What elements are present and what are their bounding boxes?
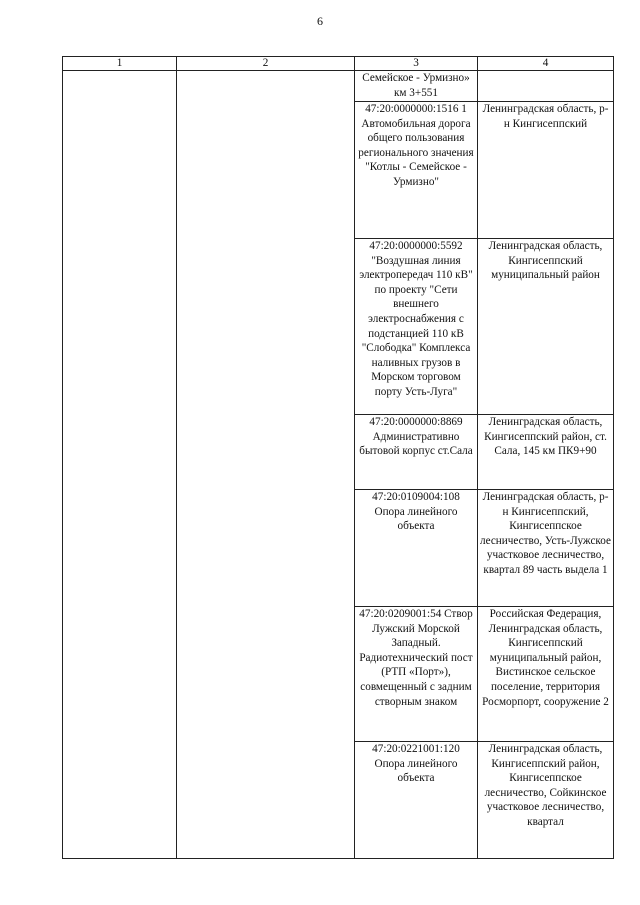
address-text: Ленинградская область, Кингисеппский муниципальный район [488, 240, 603, 282]
object-text: 47:20:0221001:120 Опора линейного объекта [372, 743, 460, 785]
address-cell [478, 239, 614, 415]
object-cell [355, 239, 478, 415]
object-cell [355, 415, 478, 490]
address-cell [478, 71, 614, 102]
object-cell [355, 607, 478, 742]
column-header-1: 1 [63, 57, 177, 71]
object-cell [355, 742, 478, 859]
object-text: 47:20:0000000:5592 "Воздушная линия электропередач 110 кВ" по проекту "Сети внешнего электроснабжения с подстанцией 110 кВ "Слободка" Комплекса наливных грузов в Морском торговом порту Усть-Луга" [359, 240, 473, 398]
address-text: Ленинградская область, р-н Кингисеппский, Кингисеппское лесничество, Усть-Лужское участковое лесничество, квартал 89 часть выдела 1 [480, 491, 611, 576]
object-text: Семейское - Урмизно» км 3+551 [362, 72, 470, 99]
page-number: 6 [317, 14, 323, 28]
address-text: Ленинградская область, Кингисеппский район, ст. Сала, 145 км ПК9+90 [484, 416, 607, 458]
object-cell [355, 71, 478, 102]
table-header-row [63, 57, 614, 71]
object-cell [355, 102, 478, 239]
address-text: Ленинградская область, р-н Кингисеппский [482, 103, 609, 130]
object-cell [355, 490, 478, 607]
column-header-4: 4 [478, 57, 614, 71]
object-text: 47:20:0209001:54 Створ Лужский Морской Западный. Радиотехнический пост (РТП «Порт»), совмещенный с задним створным знаком [359, 608, 473, 708]
column-header-2: 2 [177, 57, 355, 71]
address-cell [478, 742, 614, 859]
column-header-3: 3 [355, 57, 478, 71]
address-cell [478, 415, 614, 490]
address-text: Ленинградская область, Кингисеппский район, Кингисеппское лесничество, Сойкинское участковое лесничество, квартал [484, 743, 607, 828]
object-text: 47:20:0109004:108 Опора линейного объекта [372, 491, 460, 533]
object-text: 47:20:0000000:1516 1 Автомобильная дорога общего пользования регионального значения "Котлы - Семейское - Урмизно" [358, 103, 474, 188]
data-table [62, 56, 614, 859]
address-cell [478, 102, 614, 239]
table-row [63, 71, 614, 102]
object-text: 47:20:0000000:8869 Административно бытовой корпус ст.Сала [359, 416, 473, 458]
address-cell [478, 607, 614, 742]
column-1-cell [63, 71, 177, 859]
address-text: Российская Федерация, Ленинградская область, Кингисеппский муниципальный район, Вистинское сельское поселение, территория Росморпорт, сооружение 2 [482, 608, 609, 708]
address-cell [478, 490, 614, 607]
column-2-cell [177, 71, 355, 859]
